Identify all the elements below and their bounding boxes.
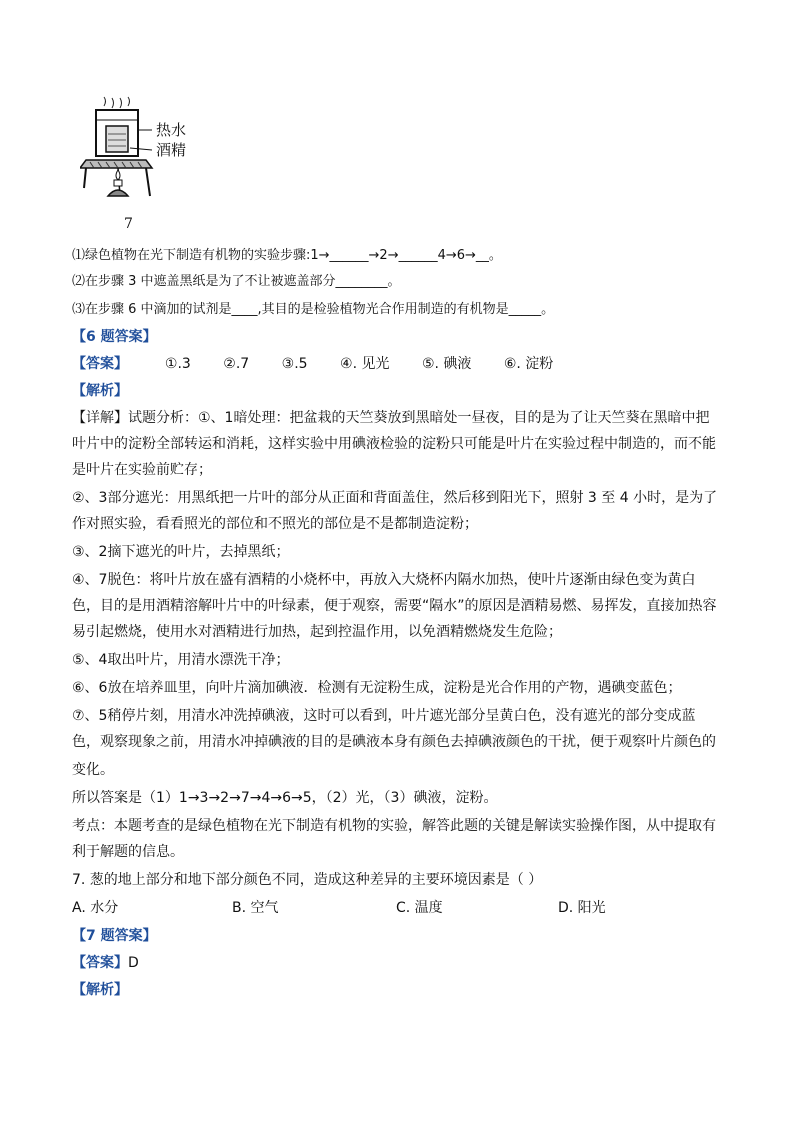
hot-water-label: 热水 bbox=[156, 121, 187, 139]
q6-analysis-line: 作对照实验，看看照光的部位和不照光的部位是不是都制造淀粉； bbox=[72, 516, 478, 532]
beaker-stand-illustration bbox=[80, 96, 210, 234]
q7-analysis-header: 【解析】 bbox=[72, 982, 128, 998]
q6-analysis-line: 色，观察现象之前，用清水冲掉碘液的目的是碘液本身有颜色去掉碘液颜色的干扰，便于观察叶片颜色的 bbox=[72, 734, 716, 750]
q6-kaodian-line: 考点：本题考查的是绿色植物在光下制造有机物的实验，解答此题的关键是解读实验操作图，从中提取有 bbox=[72, 818, 716, 834]
q6-answer-6: ⑥. 淀粉 bbox=[503, 356, 554, 372]
q6-answer-4: ④. 见光 bbox=[340, 356, 390, 372]
q7-option-d: D. 阳光 bbox=[558, 900, 606, 916]
q6-subquestion-2: ⑵在步骤 3 中遮盖黑纸是为了不让被遮盖部分________。 bbox=[72, 274, 401, 289]
q6-answer-3: ③.5 bbox=[281, 356, 308, 372]
q6-analysis-line: ⑥、6放在培养皿里，向叶片滴加碘液．检测有无淀粉生成，淀粉是光合作用的产物，遇碘变蓝色； bbox=[72, 680, 682, 696]
q7-question: 7. 葱的地上部分和地下部分颜色不同，造成这种差异的主要环境因素是（ ） bbox=[72, 872, 543, 888]
q6-analysis-line: ⑦、5稍停片刻，用清水冲洗掉碘液，这时可以看到，叶片遮光部分呈黄白色，没有遮光的部分变成蓝 bbox=[72, 708, 696, 724]
q6-summary-line: 所以答案是（1）1→3→2→7→4→6→5，（2）光，（3）碘液，淀粉。 bbox=[72, 790, 498, 806]
q6-analysis-line: 【详解】试题分析：①、1暗处理：把盆栽的天竺葵放到黑暗处一昼夜，目的是为了让天竺葵在黑暗中把 bbox=[72, 410, 710, 426]
q6-kaodian-line: 利于解题的信息。 bbox=[72, 844, 184, 860]
q6-analysis-line: 色，目的是用酒精溶解叶片中的叶绿素，便于观察，需要“隔水”的原因是酒精易燃、易挥发，直接加热容 bbox=[72, 598, 717, 614]
q7-answer-header: 【7 题答案】 bbox=[72, 928, 157, 944]
q6-answer-label: 【答案】 bbox=[72, 356, 128, 372]
q6-analysis-line: 叶片中的淀粉全部转运和消耗，这样实验中用碘液检验的淀粉只可能是叶片在实验过程中制造的，而不能 bbox=[72, 436, 716, 452]
q6-analysis-line: 易引起燃烧，使用水对酒精进行加热，起到控温作用，以免酒精燃烧发生危险； bbox=[72, 624, 562, 640]
q6-answer-1: ①.3 bbox=[164, 356, 191, 372]
q7-answer-row bbox=[72, 953, 139, 973]
q6-answer-2: ②.7 bbox=[223, 356, 250, 372]
q7-answer-label: 【答案】 bbox=[72, 955, 128, 971]
q6-analysis-line: ②、3部分遮光：用黑纸把一片叶的部分从正面和背面盖住，然后移到阳光下，照射 3 至 4 小时，是为了 bbox=[72, 490, 718, 506]
step-number-label: 7 bbox=[124, 216, 133, 232]
q6-analysis-line: ③、2摘下遮光的叶片，去掉黑纸； bbox=[72, 544, 290, 560]
q6-answer-5: ⑤. 碘液 bbox=[421, 356, 472, 372]
q6-analysis-line: 是叶片在实验前贮存； bbox=[72, 462, 212, 478]
q6-answer-header: 【6 题答案】 bbox=[72, 329, 157, 345]
heating-apparatus-figure bbox=[80, 96, 210, 234]
q7-answer-value: D bbox=[128, 955, 139, 971]
q6-analysis-line: 变化。 bbox=[72, 762, 114, 778]
q7-option-b: B. 空气 bbox=[232, 900, 279, 916]
q6-analysis-line: ⑤、4取出叶片，用清水漂洗干净； bbox=[72, 652, 290, 668]
q7-option-a: A. 水分 bbox=[72, 900, 119, 916]
q6-answer-row bbox=[72, 354, 581, 374]
q6-analysis-header: 【解析】 bbox=[72, 383, 128, 399]
q6-analysis-line: ④、7脱色：将叶片放在盛有酒精的小烧杯中，再放入大烧杯内隔水加热，使叶片逐渐由绿色变为黄白 bbox=[72, 572, 696, 588]
q6-subquestion-3: ⑶在步骤 6 中滴加的试剂是____,其目的是检验植物光合作用制造的有机物是_____。 bbox=[72, 302, 555, 317]
q7-option-c: C. 温度 bbox=[396, 900, 443, 916]
q6-subquestion-1: ⑴绿色植物在光下制造有机物的实验步骤:1→______→2→______4→6→__。 bbox=[72, 248, 502, 263]
alcohol-label: 酒精 bbox=[156, 141, 187, 159]
